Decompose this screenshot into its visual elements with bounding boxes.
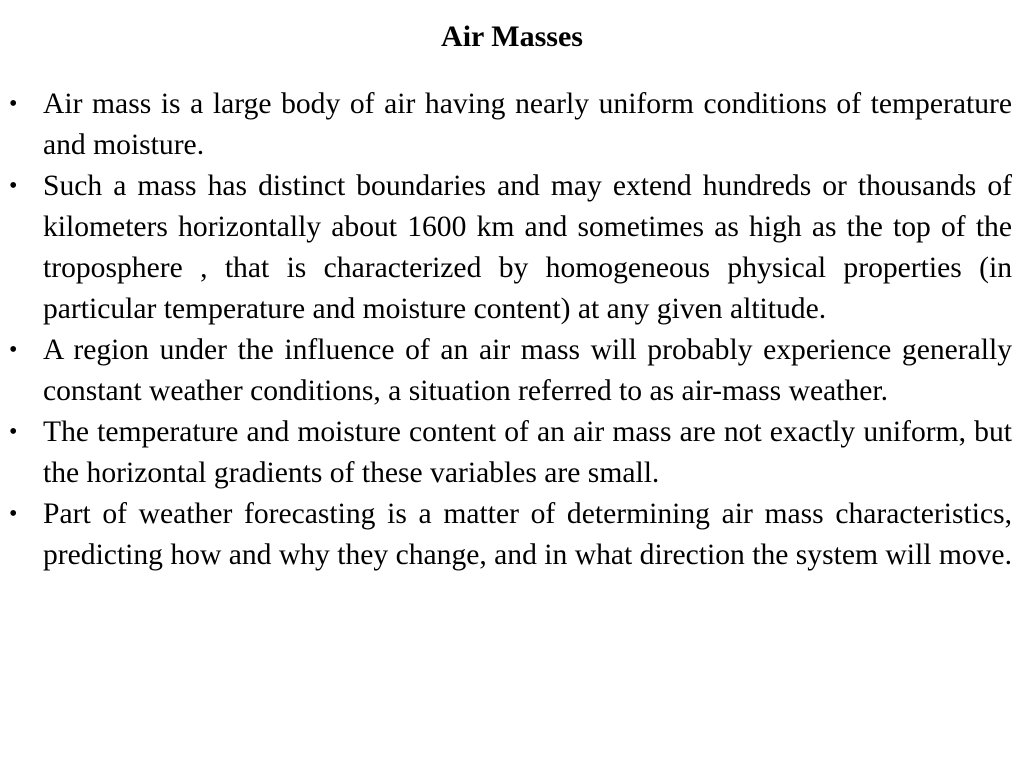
bullet-list xyxy=(0,84,1024,576)
bullet-dot-icon: • xyxy=(9,91,18,117)
bullet-text: Such a mass has distinct boundaries and may extend hundreds or thousands of kilometers horizontally about 1600 km and sometimes as high as the top of the troposphere , that is characterized by homogeneous physical properties (in particular temperature and moisture content) at any given altitude. xyxy=(43,170,1012,325)
bullet-text: Air mass is a large body of air having nearly uniform conditions of temperature and moisture. xyxy=(43,88,1012,161)
bullet-dot-icon: • xyxy=(9,337,18,363)
bullet-item xyxy=(0,166,1024,330)
bullet-item xyxy=(0,412,1024,494)
bullet-text: The temperature and moisture content of an air mass are not exactly uniform, but the horizontal gradients of these variables are small. xyxy=(43,416,1012,489)
bullet-item xyxy=(0,84,1024,166)
bullet-text: A region under the influence of an air mass will probably experience generally constant weather conditions, a situation referred to as air-mass weather. xyxy=(43,334,1012,407)
slide-title: Air Masses xyxy=(441,20,583,53)
bullet-dot-icon: • xyxy=(9,501,18,527)
bullet-text: Part of weather forecasting is a matter of determining air mass characteristics, predicting how and why they change, and in what direction the system will move. xyxy=(43,498,1012,571)
bullet-dot-icon: • xyxy=(9,173,18,199)
bullet-item xyxy=(0,494,1024,576)
bullet-item xyxy=(0,330,1024,412)
bullet-dot-icon: • xyxy=(9,419,18,445)
